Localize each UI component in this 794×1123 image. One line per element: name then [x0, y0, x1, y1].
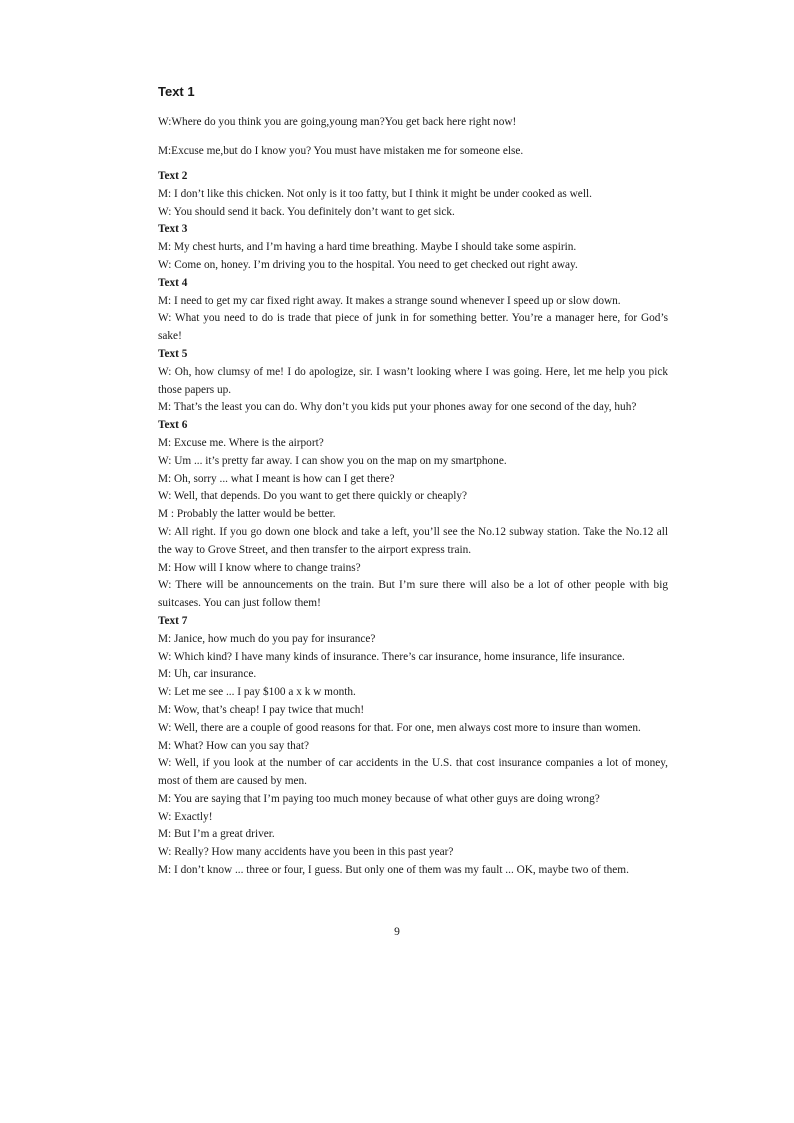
dialogue-line: W: Come on, honey. I’m driving you to the hospital. You need to get checked out right away.: [158, 258, 578, 271]
dialogue-line: W: Oh, how clumsy of me! I do apologize, sir. I wasn’t looking where I was going. Here, let me help you pick those papers up.: [158, 365, 668, 396]
section-heading: Text 5: [158, 347, 188, 360]
dialogue-line: M: You are saying that I’m paying too much money because of what other guys are doing wrong?: [158, 792, 600, 805]
dialogue-line: W: Let me see ... I pay $100 a x k w month.: [158, 686, 356, 699]
dialogue-line: M: Janice, how much do you pay for insurance?: [158, 632, 376, 645]
dialogue-line: W: Which kind? I have many kinds of insurance. There’s car insurance, home insurance, life insurance.: [158, 650, 625, 663]
dialogue-line: M:Excuse me,but do I know you? You must have mistaken me for someone else.: [158, 145, 524, 157]
section-heading: Text 7: [158, 614, 188, 627]
dialogue-sections: [158, 168, 668, 880]
section-heading: Text 6: [158, 419, 188, 432]
dialogue-line: W: Well, if you look at the number of car accidents in the U.S. that cost insurance companies a lot of money, most of them are caused by men.: [158, 757, 668, 788]
page-number: 9: [394, 926, 400, 938]
dialogue-line: M: I don’t know ... three or four, I guess. But only one of them was my fault ... OK, maybe two of them.: [158, 864, 629, 877]
section-heading: Text 2: [158, 170, 188, 182]
dialogue-line: W: Well, that depends. Do you want to get there quickly or cheaply?: [158, 490, 468, 503]
dialogue-line: M: My chest hurts, and I’m having a hard time breathing. Maybe I should take some aspirin.: [158, 241, 577, 254]
dialogue-line: W: Well, there are a couple of good reasons for that. For one, men always cost more to insure than women.: [158, 721, 641, 734]
dialogue-line: M: What? How can you say that?: [158, 739, 310, 752]
section-heading: Text 3: [158, 223, 188, 236]
dialogue-line: W: There will be announcements on the train. But I’m sure there will also be a lot of other people with big suitcases. You can just follow them!: [158, 579, 668, 610]
dialogue-line: M: Wow, that’s cheap! I pay twice that much!: [158, 703, 365, 716]
dialogue-line: M : Probably the latter would be better.: [158, 508, 336, 521]
document-body: [158, 84, 668, 880]
dialogue-line: W: What you need to do is trade that piece of junk in for something better. You’re a manager here, for God’s sake!: [158, 312, 668, 343]
dialogue-line: W: All right. If you go down one block and take a left, you’ll see the No.12 subway station. Take the No.12 all the way to Grove Street, and then transfer to the airport express train.: [158, 525, 668, 556]
dialogue-line: M: Oh, sorry ... what I meant is how can I get there?: [158, 472, 395, 485]
dialogue-line: M: That’s the least you can do. Why don’t you kids put your phones away for one second of the day, huh?: [158, 401, 637, 414]
dialogue-line: M: Excuse me. Where is the airport?: [158, 436, 324, 449]
dialogue-line: M: I need to get my car fixed right away. It makes a strange sound whenever I speed up or slow down.: [158, 294, 621, 307]
text1-heading: Text 1: [158, 84, 195, 99]
dialogue-line: W: You should send it back. You definitely don’t want to get sick.: [158, 205, 455, 218]
dialogue-line: W:Where do you think you are going,young man?You get back here right now!: [158, 116, 517, 128]
dialogue-line: M: Uh, car insurance.: [158, 668, 257, 681]
dialogue-line: M: I don’t like this chicken. Not only is it too fatty, but I think it might be under cooked as well.: [158, 187, 592, 200]
dialogue-line: W: Exactly!: [158, 810, 213, 823]
section-heading: Text 4: [158, 276, 188, 289]
dialogue-line: M: But I’m a great driver.: [158, 828, 275, 841]
dialogue-line: W: Really? How many accidents have you been in this past year?: [158, 846, 454, 859]
dialogue-line: W: Um ... it’s pretty far away. I can show you on the map on my smartphone.: [158, 454, 507, 467]
dialogue-line: M: How will I know where to change trains?: [158, 561, 361, 574]
